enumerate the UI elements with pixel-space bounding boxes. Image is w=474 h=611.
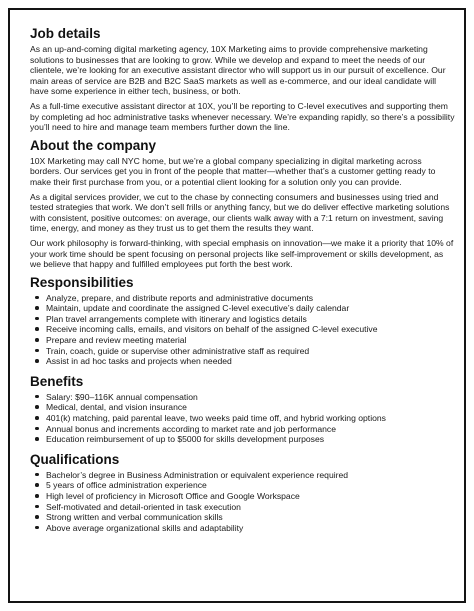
list-item-text: Medical, dental, and vision insurance [46, 402, 187, 413]
list-item-text: 5 years of office administration experience [46, 480, 207, 491]
qualifications-list [30, 470, 455, 534]
list-item-text: Above average organizational skills and adaptability [46, 522, 244, 533]
about-paragraph: 10X Marketing may call NYC home, but we’re a global company specializing in digital marketing across borders. Our services get you in front of the people that matter—whether that’s a customer getting ready to make their first purchase from you, or a potential client looking for a solution only you can provide. [30, 155, 436, 187]
bullet-icon [35, 526, 39, 530]
qualifications-section [30, 452, 455, 534]
list-item [34, 314, 455, 325]
list-item [34, 324, 455, 335]
list-item-text: Maintain, update and coordinate the assigned C-level executive’s daily calendar [46, 303, 350, 314]
list-item [34, 424, 455, 435]
list-item-text: Strong written and verbal communication skills [46, 512, 223, 523]
bullet-icon [35, 483, 39, 487]
bullet-icon [35, 317, 39, 321]
responsibilities-heading: Responsibilities [30, 274, 134, 290]
qualifications-heading: Qualifications [30, 451, 120, 467]
benefits-section [30, 374, 455, 445]
list-item-text: Analyze, prepare, and distribute reports and administrative documents [46, 292, 314, 303]
about-heading: About the company [30, 137, 157, 153]
benefits-list [30, 392, 455, 445]
list-item [34, 413, 455, 424]
list-item [34, 303, 455, 314]
list-item-text: Annual bonus and increments according to market rate and job performance [46, 423, 336, 434]
bullet-icon [35, 427, 39, 431]
list-item [34, 480, 455, 491]
list-item-text: Receive incoming calls, emails, and visitors on behalf of the assigned C-level executive [46, 324, 378, 335]
bullet-icon [35, 338, 39, 342]
bullet-icon [35, 327, 39, 331]
list-item-text: High level of proficiency in Microsoft Office and Google Workspace [46, 491, 300, 501]
list-item [34, 335, 455, 346]
list-item [34, 402, 455, 413]
bullet-icon [35, 405, 39, 409]
bullet-icon [35, 473, 39, 477]
about-paragraph: Our work philosophy is forward-thinking, with special emphasis on innovation—we make it a priority that 10% of your work time should be spent focusing on personal projects like self-improvement or skills development, as we believe that happy and fulfilled employees put forth the best work. [30, 237, 454, 270]
list-item-text: Plan travel arrangements complete with itinerary and logistics details [46, 313, 307, 324]
bullet-icon [35, 395, 39, 399]
responsibilities-section [30, 275, 455, 367]
list-item-text: Salary: $90–116K annual compensation [46, 391, 198, 402]
list-item-text: 401(k) matching, paid parental leave, two weeks paid time off, and hybrid working options [46, 413, 386, 424]
job-details-paragraph: As an up-and-coming digital marketing agency, 10X Marketing aims to provide comprehensive marketing solutions to businesses that are looking to grow. While we develop and expand to meet the needs of our clientele, we’re looking for an executive assistant director who will support us in our pursuit of excellence. Our main areas of service are B2B and B2C SaaS markets as well as e-commerce, and our ideal candidate will have some experience in either tech, business, or both. [30, 44, 446, 97]
list-item [34, 512, 455, 523]
bullet-icon [35, 494, 39, 498]
list-item-text: Education reimbursement of up to $5000 for skills development purposes [46, 434, 325, 445]
list-item-text: Self-motivated and detail-oriented in task execution [46, 501, 241, 512]
job-details-section [30, 26, 455, 133]
list-item [34, 470, 455, 481]
bullet-icon [35, 306, 39, 310]
bullet-icon [35, 296, 39, 300]
list-item [34, 523, 455, 534]
document-page [8, 8, 466, 603]
list-item-text: Assist in ad hoc tasks and projects when needed [46, 356, 232, 367]
responsibilities-list [30, 293, 455, 367]
list-item-text: Train, coach, guide or supervise other administrative staff as required [46, 345, 310, 356]
bullet-icon [35, 515, 39, 519]
list-item [34, 502, 455, 513]
job-details-paragraph: As a full-time executive assistant director at 10X, you’ll be reporting to C-level executives and supporting them by completing ad hoc administrative tasks whenever necessary. We’re expanding rapidly, so there’s a possibility you’ll need to hire and manage team members further down the line. [30, 100, 455, 133]
list-item [34, 491, 455, 502]
list-item-text: Bachelor’s degree in Business Administration or equivalent experience required [46, 469, 349, 480]
document-content [30, 26, 455, 538]
bullet-icon [35, 505, 39, 509]
list-item [34, 293, 455, 304]
bullet-icon [35, 349, 39, 353]
bullet-icon [35, 437, 39, 441]
about-section [30, 138, 455, 270]
bullet-icon [35, 359, 39, 363]
list-item [34, 434, 455, 445]
benefits-heading: Benefits [30, 373, 84, 389]
about-paragraph: As a digital services provider, we cut to the chase by connecting consumers and businesses using tried and tested strategies that work. We don’t sell frills or anything fancy, but we do deliver effective marketing solutions with consistent, positive outcomes: on average, our clients walk away with a 7:1 return on investment, saving time, energy, and money as they trust us to get them the results they want. [30, 191, 450, 234]
list-item [34, 356, 455, 367]
list-item [34, 346, 455, 357]
list-item-text: Prepare and review meeting material [46, 335, 187, 346]
list-item [34, 392, 455, 403]
job-details-heading: Job details [30, 26, 101, 41]
bullet-icon [35, 416, 39, 420]
